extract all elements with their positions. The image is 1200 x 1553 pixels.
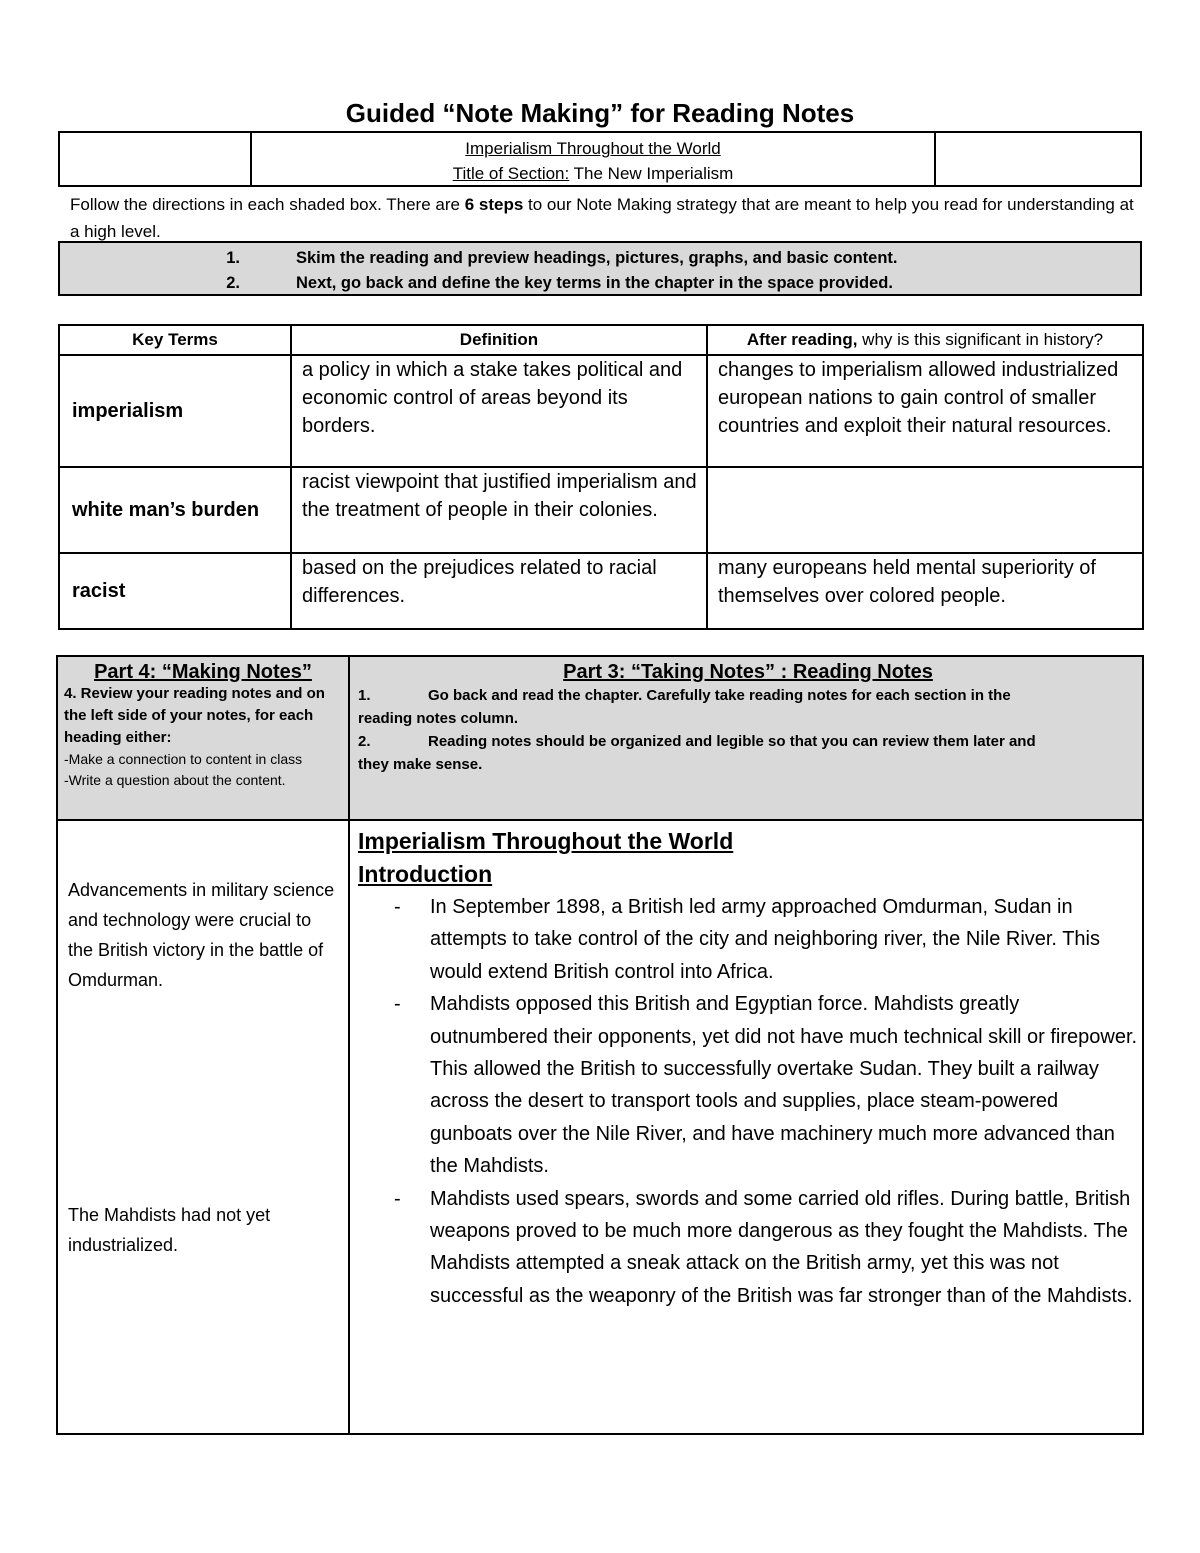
key-terms-header-row xyxy=(59,325,1143,355)
step-number: 1. xyxy=(226,249,240,267)
part3-item xyxy=(358,684,1138,707)
significance-cell xyxy=(707,467,1143,553)
step-text: Skim the reading and preview headings, pictures, graphs, and basic content. xyxy=(296,249,898,267)
part3-heading: Part 3: “Taking Notes” : Reading Notes xyxy=(563,661,933,683)
step-item xyxy=(60,246,1140,271)
reading-bullets xyxy=(358,891,1138,1312)
part3-item-number: 1. xyxy=(358,687,371,704)
part4-option: -Write a question about the content. xyxy=(64,772,286,788)
list-item: - In September 1898, a British led army approached Omdurman, Sudan in attempts to take control of the city and neighboring river, the Nile River. This would extend British control into Africa. xyxy=(394,896,1100,983)
definition-header: Definition xyxy=(291,325,707,355)
intro-bold: 6 steps xyxy=(464,195,524,214)
part4-instructions xyxy=(64,661,342,791)
definition-cell: racist viewpoint that justified imperialism and the treatment of people in their colonies. xyxy=(291,467,707,553)
term-cell: imperialism xyxy=(59,355,291,467)
step-text: Next, go back and define the key terms in the chapter in the space provided. xyxy=(296,274,893,292)
part4-heading: Part 4: “Making Notes” xyxy=(94,661,312,683)
reading-heading: Imperialism Throughout the World xyxy=(358,828,734,854)
reading-notes xyxy=(358,825,1138,1312)
part3-instructions xyxy=(358,661,1138,776)
part4-instruction: 4. Review your reading notes and on the left side of your notes, for each heading either: xyxy=(64,685,325,746)
significance-header: After reading, why is this significant in history? xyxy=(707,325,1143,355)
section-value: The New Imperialism xyxy=(569,164,734,183)
key-terms-table xyxy=(58,324,1144,630)
step-item xyxy=(60,271,1140,296)
term-cell: racist xyxy=(59,553,291,629)
part4-option: -Make a connection to content in class xyxy=(64,751,303,767)
making-note: The Mahdists had not yet industrialized. xyxy=(68,1205,271,1255)
part3-item-number: 2. xyxy=(358,733,371,750)
reading-subheading: Introduction xyxy=(358,861,493,887)
definition-cell: based on the prejudices related to racial differences. xyxy=(291,553,707,629)
part3-item-text: Go back and read the chapter. Carefully take reading notes for each section in the xyxy=(428,687,1011,704)
significance-cell: many europeans held mental superiority of themselves over colored people. xyxy=(707,553,1143,629)
term-cell: white man’s burden xyxy=(59,467,291,553)
making-note: Advancements in military science and technology were crucial to the British victory in the battle of Omdurman. xyxy=(68,880,335,990)
list-item: - Mahdists opposed this British and Egyptian force. Mahdists greatly outnumbered their opponents, yet did not have much technical skill or firepower. This allowed the British to successfully overtake Sudan. They built a railway across the desert to transport tools and supplies, place steam-powered gunboats over the Nile River, and have machinery much more advanced than the Mahdists. xyxy=(394,993,1138,1178)
intro-directions xyxy=(70,191,1135,245)
topic-title: Imperialism Throughout the World xyxy=(465,139,721,158)
table-row xyxy=(59,553,1143,629)
header-date-cell xyxy=(936,133,1140,185)
part3-item-text: reading notes column. xyxy=(358,710,519,727)
header-topic-cell xyxy=(252,133,936,185)
table-row xyxy=(59,355,1143,467)
definition-cell: a policy in which a stake takes political and economic control of areas beyond its borders. xyxy=(291,355,707,467)
table-row xyxy=(59,467,1143,553)
header-table xyxy=(58,131,1142,187)
column-divider xyxy=(348,657,350,1433)
page-title: Guided “Note Making” for Reading Notes xyxy=(345,98,855,128)
part3-item-text: Reading notes should be organized and legible so that you can review them later and xyxy=(428,733,1036,750)
notes-table xyxy=(56,655,1144,1435)
list-item: - Mahdists used spears, swords and some carried old rifles. During battle, British weapons proved to be much more dangerous as they fought the Mahdists. The Mahdists attempted a sneak attack on the British army, yet this was not successful as the weaponry of the British was far stronger than of the Mahdists. xyxy=(394,1187,1133,1307)
intro-text-end: to our Note Making strategy that are meant to help you read for understanding at a high level. xyxy=(70,195,1134,241)
significance-cell: changes to imperialism allowed industrialized european nations to gain control of smaller countries and exploit their natural resources. xyxy=(707,355,1143,467)
part3-item-text: they make sense. xyxy=(358,756,483,773)
section-label: Title of Section: xyxy=(452,164,570,183)
header-name-cell xyxy=(60,133,252,185)
part3-item xyxy=(358,730,1138,753)
key-terms-header: Key Terms xyxy=(59,325,291,355)
steps-box xyxy=(58,241,1142,296)
step-number: 2. xyxy=(226,274,240,292)
intro-text: Follow the directions in each shaded box. There are xyxy=(70,195,465,214)
